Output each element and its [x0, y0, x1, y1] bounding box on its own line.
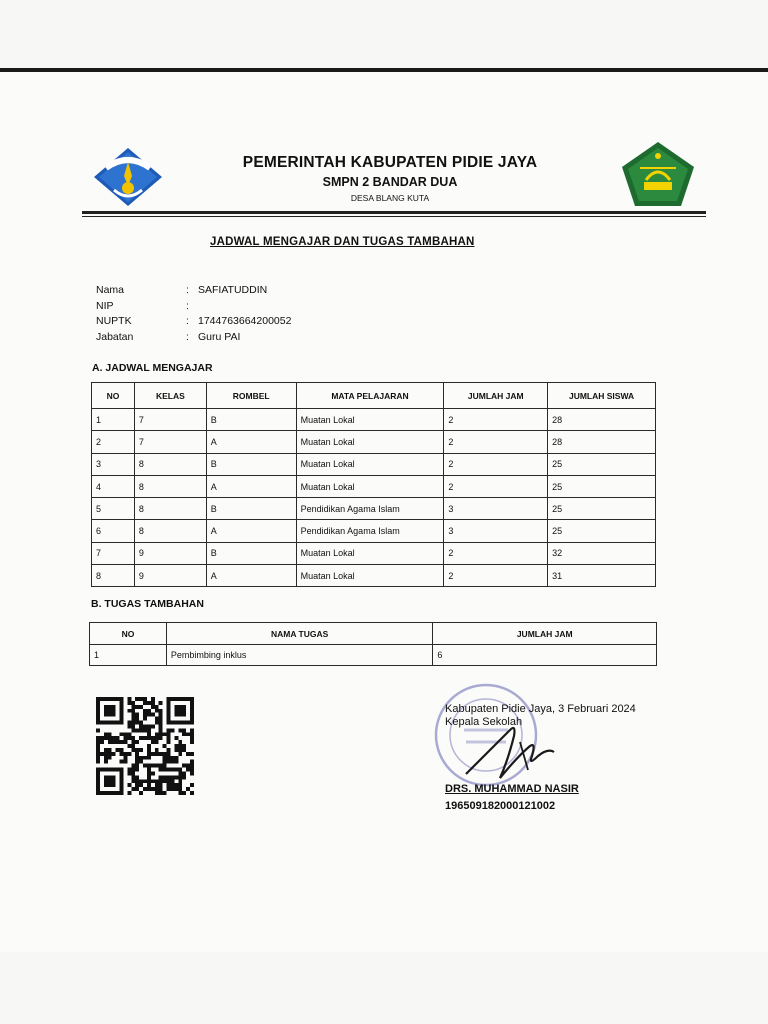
section-a-heading: A. JADWAL MENGAJAR	[92, 362, 213, 374]
colon: :	[186, 299, 189, 312]
table-cell: 31	[548, 565, 656, 587]
table-cell: A	[206, 475, 296, 497]
letterhead-government: PEMERINTAH KABUPATEN PIDIE JAYA	[242, 154, 538, 171]
column-header: KELAS	[134, 383, 206, 409]
qr-code-icon	[94, 697, 196, 795]
column-header: NO	[92, 383, 135, 409]
table-cell: 8	[134, 475, 206, 497]
letterhead	[170, 154, 610, 203]
table-cell: 2	[444, 409, 548, 431]
section-b-heading: B. TUGAS TAMBAHAN	[91, 598, 204, 610]
identity-label: Jabatan	[96, 330, 134, 343]
table-header-row	[90, 623, 657, 645]
table-cell: A	[206, 431, 296, 453]
table-cell: B	[206, 453, 296, 475]
table-cell: 8	[134, 520, 206, 542]
table-cell: 7	[92, 542, 135, 564]
tut-wuri-handayani-logo-icon	[92, 146, 164, 208]
additional-duties-table	[89, 622, 657, 666]
column-header: JUMLAH JAM	[444, 383, 548, 409]
table-cell: Muatan Lokal	[296, 475, 444, 497]
table-cell: 2	[444, 542, 548, 564]
table-cell: A	[206, 565, 296, 587]
table-cell: Muatan Lokal	[296, 453, 444, 475]
table-cell: A	[206, 520, 296, 542]
table-row	[92, 565, 656, 587]
letterhead-rule-thick	[82, 211, 706, 214]
table-cell: Muatan Lokal	[296, 542, 444, 564]
column-header: JUMLAH SISWA	[548, 383, 656, 409]
table-cell: 7	[134, 409, 206, 431]
identity-label: NIP	[96, 299, 114, 312]
table-cell: B	[206, 498, 296, 520]
table-row	[92, 453, 656, 475]
teaching-schedule-table	[91, 382, 656, 587]
colon: :	[186, 284, 189, 296]
table-cell: 28	[548, 431, 656, 453]
colon: :	[186, 315, 189, 327]
letterhead-address: DESA BLANG KUTA	[350, 193, 430, 203]
column-header: JUMLAH JAM	[433, 623, 657, 645]
table-cell: 3	[444, 498, 548, 520]
table-cell: 8	[134, 453, 206, 475]
table-row	[92, 498, 656, 520]
table-cell: Muatan Lokal	[296, 565, 444, 587]
table-row	[92, 542, 656, 564]
identity-value: SAFIATUDDIN	[198, 284, 268, 296]
table-cell: 2	[444, 475, 548, 497]
table-row	[92, 475, 656, 497]
table-cell: 8	[92, 565, 135, 587]
table-row	[92, 409, 656, 431]
table-cell: 3	[444, 520, 548, 542]
table-cell: B	[206, 542, 296, 564]
signatory-nip: 196509182000121002	[445, 800, 556, 812]
colon: :	[186, 330, 189, 343]
table-cell: 5	[92, 498, 135, 520]
table-cell: 7	[134, 431, 206, 453]
kemenag-logo-icon	[620, 140, 696, 208]
table-row	[92, 431, 656, 453]
table-cell: 25	[548, 453, 656, 475]
table-cell: 4	[92, 475, 135, 497]
identity-row	[96, 284, 291, 300]
table-cell: 25	[548, 498, 656, 520]
signatory-name: DRS. MUHAMMAD NASIR	[445, 783, 579, 795]
table-cell: B	[206, 409, 296, 431]
table-cell: 25	[548, 475, 656, 497]
table-cell: 6	[92, 520, 135, 542]
table-row	[90, 645, 657, 666]
identity-row	[96, 331, 291, 347]
identity-label: Nama	[96, 284, 125, 296]
table-cell: Pembimbing inklus	[166, 645, 433, 666]
table-cell: 8	[134, 498, 206, 520]
identity-block	[96, 284, 291, 346]
table-cell: 1	[90, 645, 167, 666]
letterhead-rule-thin	[82, 216, 706, 217]
table-cell: Pendidikan Agama Islam	[296, 498, 444, 520]
table-row	[92, 520, 656, 542]
signature-position: Kepala Sekolah	[445, 716, 523, 728]
column-header: NAMA TUGAS	[166, 623, 433, 645]
signature-place-date: Kabupaten Pidie Jaya, 3 Februari 2024	[445, 703, 636, 715]
letterhead-school: SMPN 2 BANDAR DUA	[322, 175, 458, 189]
table-header-row	[92, 383, 656, 409]
table-cell: 1	[92, 409, 135, 431]
identity-row	[96, 300, 291, 316]
table-cell: 2	[444, 565, 548, 587]
table-cell: 2	[92, 431, 135, 453]
table-cell: 3	[92, 453, 135, 475]
table-cell: 32	[548, 542, 656, 564]
column-header: NO	[90, 623, 167, 645]
table-cell: 2	[444, 431, 548, 453]
table-cell: Muatan Lokal	[296, 409, 444, 431]
table-cell: 6	[433, 645, 657, 666]
table-cell: Muatan Lokal	[296, 431, 444, 453]
column-header: MATA PELAJARAN	[296, 383, 444, 409]
identity-value: 1744763664200052	[198, 315, 292, 327]
document-title: JADWAL MENGAJAR DAN TUGAS TAMBAHAN	[210, 236, 475, 248]
table-cell: 28	[548, 409, 656, 431]
identity-row	[96, 315, 291, 331]
identity-label: NUPTK	[96, 315, 132, 327]
table-cell: 25	[548, 520, 656, 542]
table-cell: Pendidikan Agama Islam	[296, 520, 444, 542]
table-cell: 2	[444, 453, 548, 475]
table-cell: 9	[134, 542, 206, 564]
table-cell: 9	[134, 565, 206, 587]
identity-value: Guru PAI	[198, 330, 241, 343]
handwritten-signature-icon	[458, 712, 578, 792]
column-header: ROMBEL	[206, 383, 296, 409]
